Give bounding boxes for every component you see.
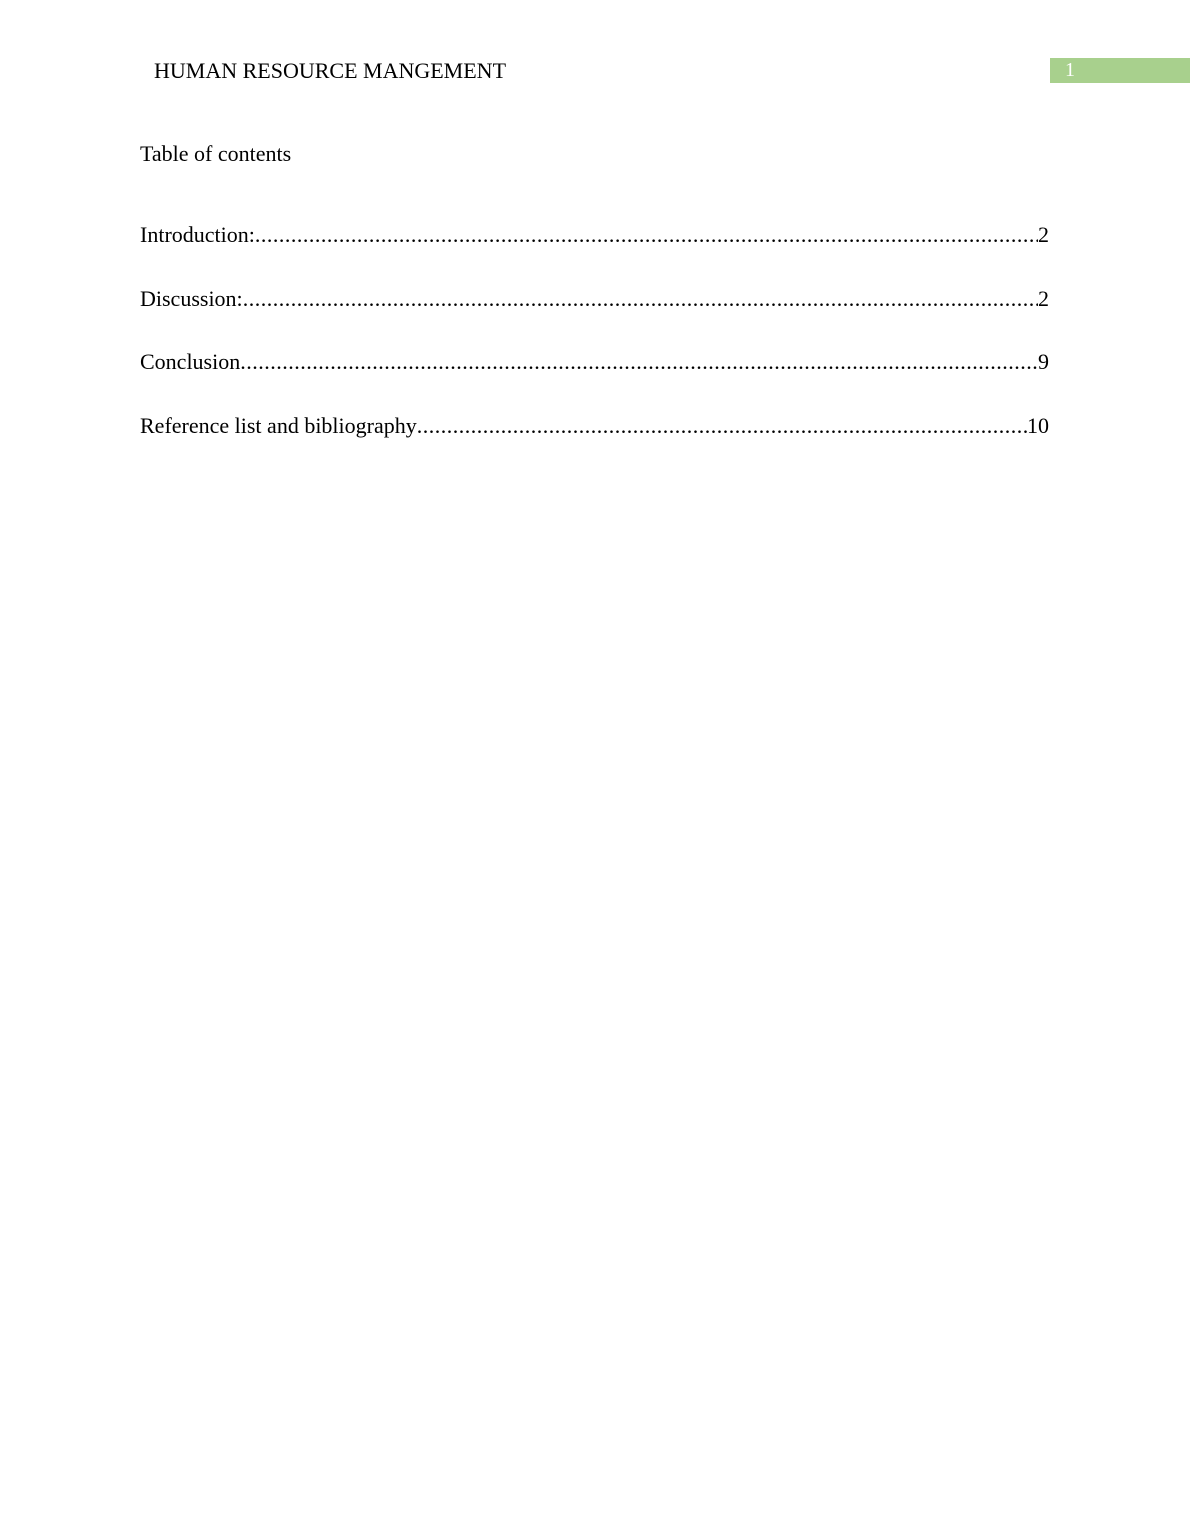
toc-entry-references[interactable] bbox=[140, 411, 1049, 475]
page-number: 1 bbox=[1065, 59, 1075, 81]
toc-entry-label: Introduction: bbox=[140, 220, 255, 250]
toc-entry-page-number: 2 bbox=[1038, 222, 1049, 247]
toc-dot-leader bbox=[243, 284, 1038, 314]
toc-dot-leader bbox=[255, 220, 1038, 250]
toc-entry-page-number: 2 bbox=[1038, 285, 1049, 311]
toc-entry-label: Reference list and bibliography bbox=[140, 411, 417, 441]
toc-heading: Table of contents bbox=[140, 141, 292, 166]
toc-entry-discussion[interactable] bbox=[140, 284, 1049, 348]
toc-entry-conclusion[interactable] bbox=[140, 347, 1049, 411]
toc-dot-leader bbox=[240, 347, 1038, 377]
toc-entry-page-number: 9 bbox=[1038, 349, 1049, 374]
running-header-title: HUMAN RESOURCE MANGEMENT bbox=[154, 58, 507, 83]
toc-entry-introduction[interactable] bbox=[140, 220, 1049, 284]
toc-entry-label: Conclusion bbox=[140, 347, 240, 377]
page-number-bar bbox=[1050, 58, 1190, 83]
toc-dot-leader bbox=[417, 411, 1027, 441]
toc-list bbox=[140, 220, 1049, 474]
toc-entry-page-number: 10 bbox=[1027, 412, 1049, 438]
toc-entry-label: Discussion: bbox=[140, 284, 243, 314]
